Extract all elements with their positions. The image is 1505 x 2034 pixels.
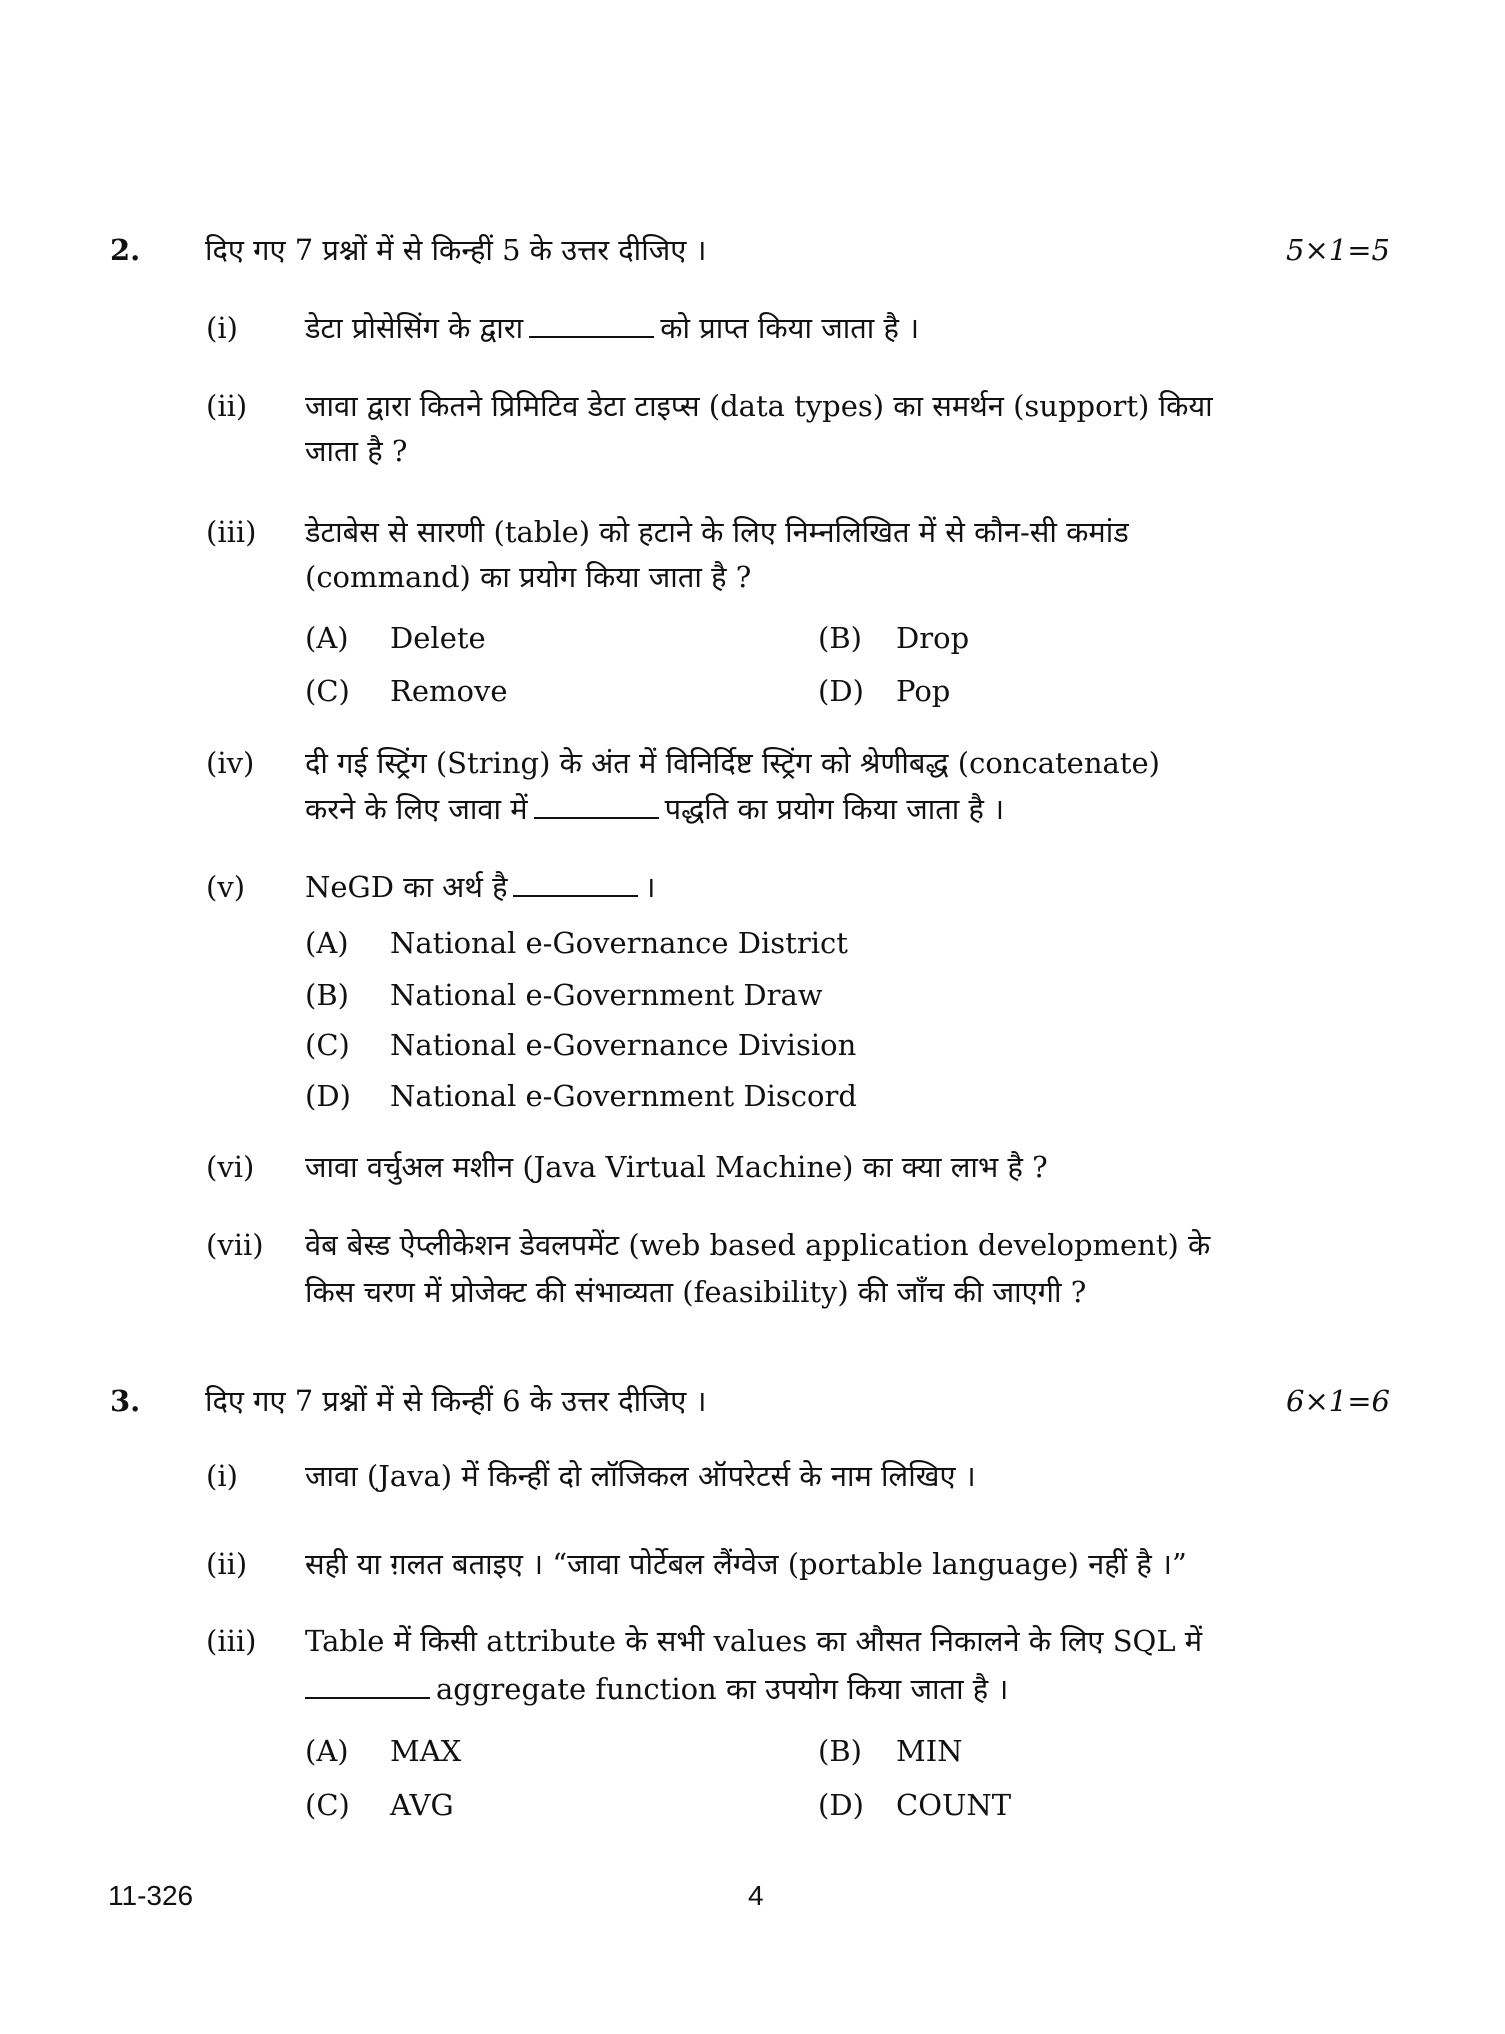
question-item-text: aggregate function का उपयोग किया जाता है । <box>299 1671 1008 1707</box>
option-text: National e-Government Draw <box>390 978 823 1012</box>
question-item-text: वेब बेस्ड ऐप्लीकेशन डेवलपमेंट (web based application development) के <box>305 1228 1211 1262</box>
item-label: (v) <box>206 870 246 904</box>
answer-blank <box>529 314 654 338</box>
option-text: MIN <box>896 1734 963 1768</box>
question-item-text: जावा द्वारा कितने प्रिमिटिव डेटा टाइप्स (data types) का समर्थन (support) किया <box>305 389 1213 423</box>
item-label: (ii) <box>206 1547 248 1581</box>
question-number: 2. <box>110 233 141 267</box>
option-text: MAX <box>390 1734 462 1768</box>
option-label: (A) <box>305 926 349 960</box>
option-label: (C) <box>305 1788 350 1822</box>
question-item-text: दी गई स्ट्रिंग (String) के अंत में विनिर्दिष्ट स्ट्रिंग को श्रेणीबद्ध (concatenate) <box>305 746 1160 780</box>
option-label: (D) <box>818 674 864 708</box>
option-text: Remove <box>390 674 508 708</box>
question-number: 3. <box>110 1384 141 1418</box>
paper-code: 11-326 <box>108 1880 194 1911</box>
option-text: AVG <box>390 1788 454 1822</box>
option-label: (A) <box>305 1734 349 1768</box>
option-text: Drop <box>896 621 970 655</box>
question-item-text: करने के लिए जावा में पद्धति का प्रयोग किया जाता है । <box>305 792 1005 826</box>
question-item-text: जावा (Java) में किन्हीं दो लॉजिकल ऑपरेटर्स के नाम लिखिए । <box>305 1459 976 1493</box>
question-item-text: किस चरण में प्रोजेक्ट की संभाव्यता (feasibility) की जाँच की जाएगी ? <box>305 1275 1087 1309</box>
option-label: (B) <box>818 621 862 655</box>
item-label: (vii) <box>206 1228 264 1262</box>
question-instruction: दिए गए 7 प्रश्नों में से किन्हीं 6 के उत्तर दीजिए । <box>205 1384 707 1418</box>
option-label: (C) <box>305 674 350 708</box>
option-text: Pop <box>896 674 951 708</box>
option-text: Delete <box>390 621 486 655</box>
item-label: (iii) <box>206 515 257 549</box>
question-item-text: जावा वर्चुअल मशीन (Java Virtual Machine) का क्या लाभ है ? <box>305 1150 1048 1184</box>
item-label: (ii) <box>206 389 248 423</box>
answer-blank <box>513 873 638 897</box>
item-label: (i) <box>206 1459 238 1493</box>
question-instruction: दिए गए 7 प्रश्नों में से किन्हीं 5 के उत्तर दीजिए । <box>205 233 707 267</box>
option-text: COUNT <box>896 1788 1012 1822</box>
question-marks: 6×1=6 <box>1286 1384 1390 1418</box>
question-item-text: NeGD का अर्थ है । <box>305 870 656 904</box>
question-item-text: सही या ग़लत बताइए । “जावा पोर्टेबल लैंग्वेज (portable language) नहीं है ।” <box>305 1547 1187 1581</box>
item-label: (iii) <box>206 1624 257 1658</box>
option-label: (A) <box>305 621 349 655</box>
question-item-text: जाता है ? <box>305 434 408 468</box>
question-item-text: डेटाबेस से सारणी (table) को हटाने के लिए निम्नलिखित में से कौन-सी कमांड <box>305 515 1129 549</box>
question-item-text: (command) का प्रयोग किया जाता है ? <box>305 560 752 594</box>
option-label: (D) <box>305 1079 351 1113</box>
item-label: (vi) <box>206 1150 255 1184</box>
question-marks: 5×1=5 <box>1286 233 1390 267</box>
answer-blank <box>534 795 659 819</box>
option-text: National e-Government Discord <box>390 1079 857 1113</box>
option-text: National e-Governance Division <box>390 1028 857 1062</box>
item-label: (i) <box>206 311 238 345</box>
option-label: (C) <box>305 1028 350 1062</box>
question-item-text: Table में किसी attribute के सभी values का औसत निकालने के लिए SQL में <box>305 1624 1203 1658</box>
option-text: National e-Governance District <box>390 926 848 960</box>
option-label: (D) <box>818 1788 864 1822</box>
question-item-text: डेटा प्रोसेसिंग के द्वारा को प्राप्त किया जाता है । <box>305 311 920 345</box>
option-label: (B) <box>818 1734 862 1768</box>
page-number: 4 <box>748 1880 764 1911</box>
answer-blank <box>305 1675 430 1699</box>
item-label: (iv) <box>206 746 255 780</box>
option-label: (B) <box>305 978 349 1012</box>
